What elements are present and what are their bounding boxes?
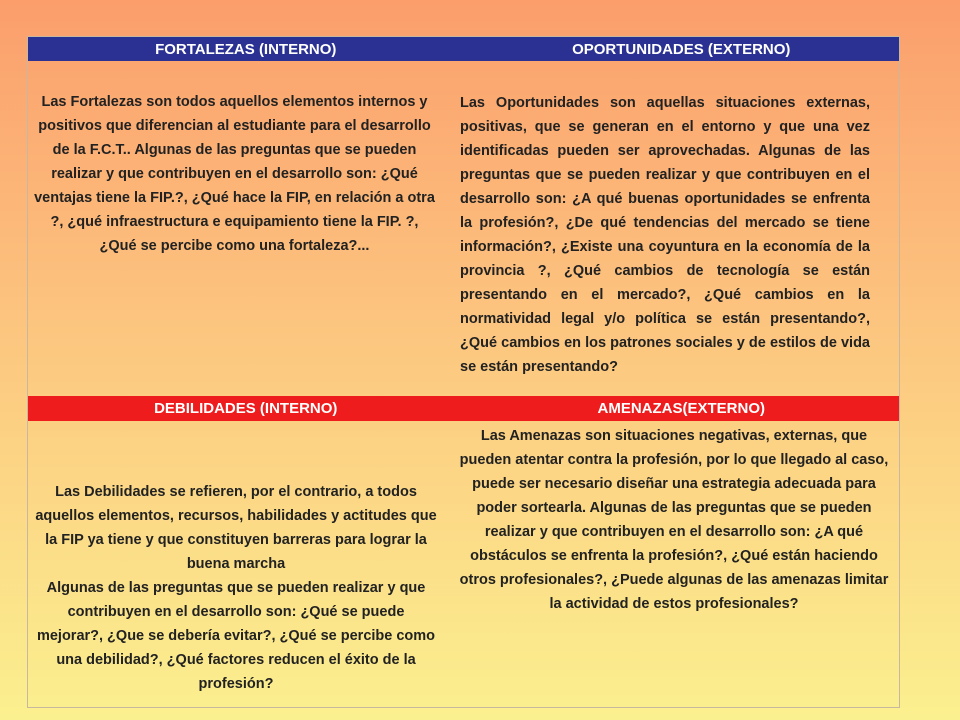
fortalezas-cell bbox=[32, 90, 437, 258]
header-row-top bbox=[28, 37, 899, 61]
swot-table bbox=[27, 36, 900, 708]
fortalezas-text: Las Fortalezas son todos aquellos elementos internos y positivos que diferencian al estudiante para el desarrollo de la F.C.T.. Algunas de las preguntas que se pueden realizar y que contribuyen en el desarrollo son: ¿Qué ventajas tiene la FIP.?, ¿Qué hace la FIP, en relación a otra ?, ¿qué infraestructura e equipamiento tiene la FIP. ?, ¿Qué se percibe como una fortaleza?... bbox=[34, 94, 435, 254]
header-row-bottom bbox=[28, 396, 899, 421]
oportunidades-cell bbox=[460, 91, 870, 379]
debilidades-text-1: Las Debilidades se refieren, por el contrario, a todos aquellos elementos, recursos, habilidades y actitudes que la FIP ya tiene y que constituyen barreras para lograr la buena marcha bbox=[35, 484, 437, 572]
debilidades-cell bbox=[34, 480, 438, 696]
header-fortalezas: FORTALEZAS (INTERNO) bbox=[155, 40, 337, 58]
header-amenazas: AMENAZAS(EXTERNO) bbox=[597, 400, 765, 417]
amenazas-text: Las Amenazas son situaciones negativas, externas, que pueden atentar contra la profesión, por lo que llegado al caso, puede ser necesario diseñar una estrategia adecuada para poder sortearla. Algunas de las preguntas que se pueden realizar y que contribuyen en el desarrollo son: ¿A qué obstáculos se enfrenta la profesión?, ¿Qué están haciendo otros profesionales?, ¿Puede algunas de las amenazas limitar la actividad de estos profesionales? bbox=[459, 428, 889, 612]
debilidades-text-2: Algunas de las preguntas que se pueden realizar y que contribuyen en el desarrollo son: ¿Qué se puede mejorar?, ¿Que se debería evitar?, ¿Qué se percibe como una debilidad?, ¿Qué factores reducen el éxito de la profesión? bbox=[36, 580, 436, 692]
header-oportunidades: OPORTUNIDADES (EXTERNO) bbox=[572, 40, 791, 58]
amenazas-cell bbox=[456, 424, 892, 616]
oportunidades-text: Las Oportunidades son aquellas situaciones externas, positivas, que se generan en el entorno y que una vez identificadas pueden ser aprovechadas. Algunas de las preguntas que se pueden realizar y que contribuyen en el desarrollo son: ¿A qué buenas oportunidades se enfrenta la profesión?, ¿De qué tendencias del mercado se tiene información?, ¿Existe una coyuntura en la economía de la provincia ?, ¿Qué cambios de tecnología se están presentando en el mercado?, ¿Qué cambios en la normatividad legal y/o política se están presentando?, ¿Qué cambios en los patrones sociales y de estilos de vida se están presentando? bbox=[460, 95, 870, 375]
header-debilidades: DEBILIDADES (INTERNO) bbox=[154, 400, 338, 417]
